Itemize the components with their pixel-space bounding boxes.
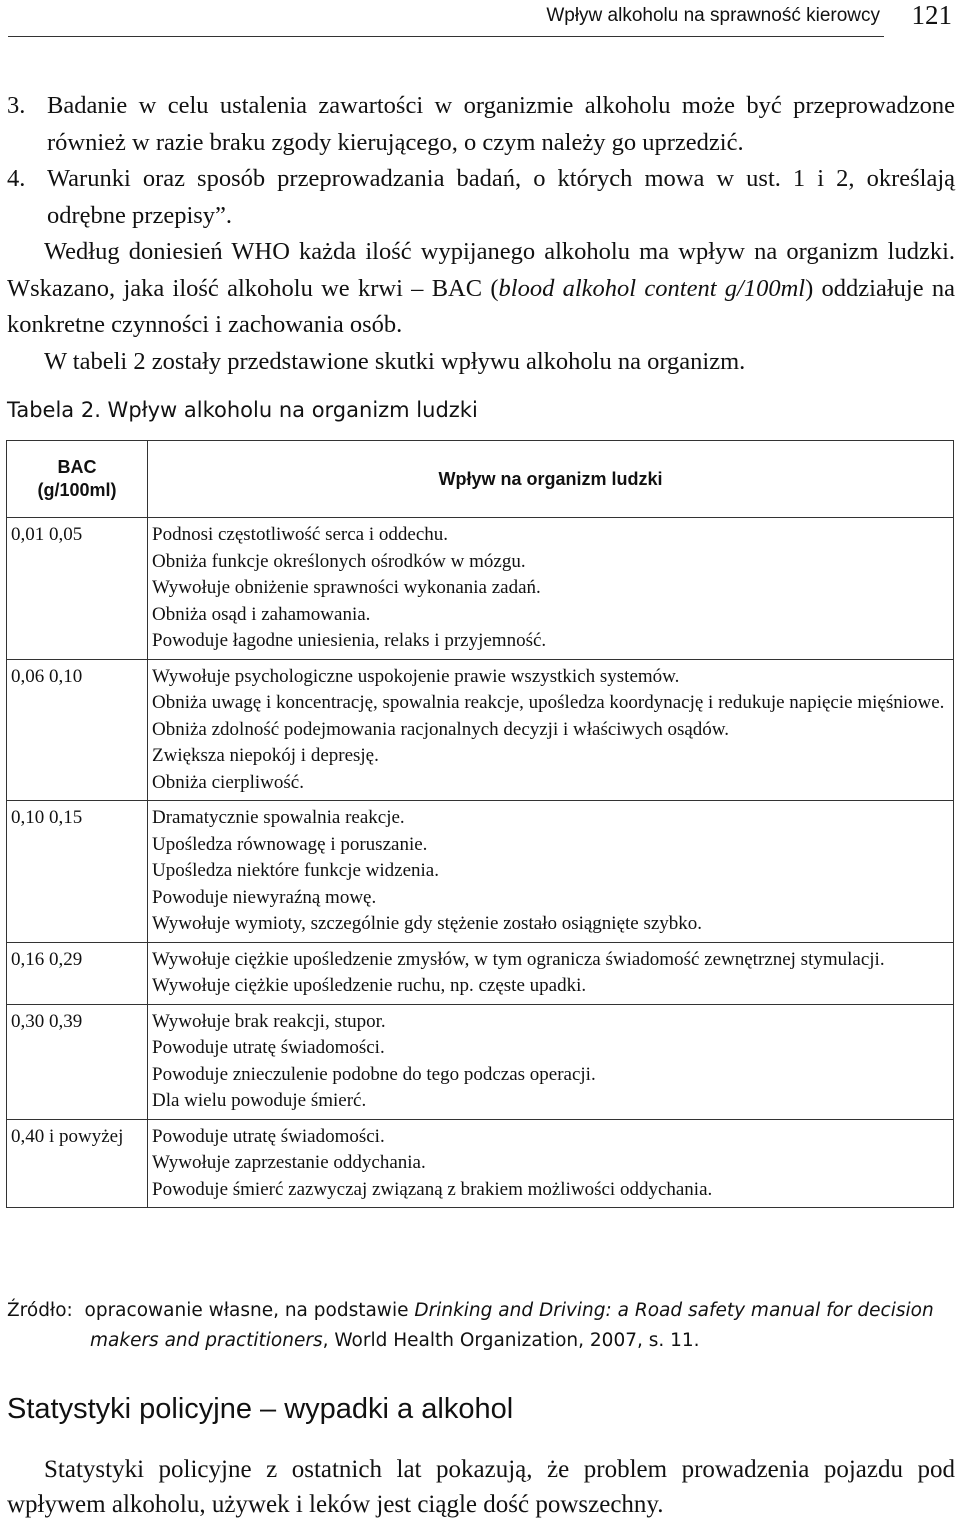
effects-cell (148, 942, 954, 1004)
effect-line: Obniża funkcje określonych ośrodków w mózgu. (152, 550, 526, 572)
list-item (7, 88, 955, 161)
effect-line: Wywołuje ciężkie upośledzenie zmysłów, w tym ogranicza świadomość zewnętrznej stymulacji. (152, 948, 885, 970)
effect-line: Wywołuje obniżenie sprawności wykonania zadań. (152, 577, 541, 598)
effect-line: Podnosi częstotliwość serca i oddechu. (152, 524, 449, 545)
effects-cell (148, 1004, 954, 1119)
table-row (7, 1004, 954, 1119)
section-heading: Statystyki policyjne – wypadki a alkohol (7, 1393, 514, 1425)
effect-line: Upośledza równowagę i poruszanie. (152, 833, 428, 855)
bac-cell: 0,40 i powyżej (7, 1119, 148, 1208)
table-row (7, 659, 954, 801)
list-item (7, 161, 955, 234)
bac-cell: 0,01 0,05 (7, 518, 148, 660)
effect-line: Upośledza niektóre funkcje widzenia. (152, 860, 439, 881)
page-header (0, 0, 960, 40)
effects-table (6, 440, 954, 1208)
source-label: Źródło: (7, 1300, 73, 1321)
effects-cell (148, 659, 954, 801)
effects-cell (148, 801, 954, 943)
table-header-row (7, 441, 954, 518)
effect-line: Obniża cierpliwość. (152, 771, 304, 793)
list-text: Badanie w celu ustalenia zawartości w organizmie alkoholu może być przeprowadzone również w razie braku zgody kierującego, o czym należy go uprzedzić. (47, 92, 955, 156)
paragraph (7, 344, 955, 381)
effect-line: Wywołuje wymioty, szczególnie gdy stężenie zostało osiągnięte szybko. (152, 913, 703, 934)
effect-line: Obniża osąd i zahamowania. (152, 603, 371, 625)
effect-line: Wywołuje ciężkie upośledzenie ruchu, np. częste upadki. (152, 975, 587, 996)
table-body (7, 518, 954, 1208)
paragraph-text: Statystyki policyjne z ostatnich lat pokazują, że problem prowadzenia pojazdu pod wpływem alkoholu, używek i leków jest ciągle dość powszechny. (7, 1456, 955, 1518)
effect-line: Wywołuje zaprzestanie oddychania. (152, 1152, 426, 1173)
effect-line: Powoduje znieczulenie podobne do tego podczas operacji. (152, 1063, 596, 1085)
effect-line: Wywołuje brak reakcji, stupor. (152, 1010, 386, 1032)
list-number: 3. (7, 92, 26, 119)
list-text: Warunki oraz sposób przeprowadzania badań, o których mowa w ust. 1 i 2, określają odrębne przepisy”. (47, 165, 955, 229)
bac-cell: 0,30 0,39 (7, 1004, 148, 1119)
paragraph-text: Według doniesień WHO każda ilość wypijanego alkoholu ma wpływ na organizm ludzki. Wskazano, jaka ilość alkoholu we krwi – BAC ( (7, 238, 955, 302)
list-number: 4. (7, 165, 26, 192)
table-row (7, 518, 954, 660)
source-title: Drinking and Driving: a Road safety manual for decision (414, 1300, 934, 1321)
bac-cell: 0,16 0,29 (7, 942, 148, 1004)
bac-cell: 0,06 0,10 (7, 659, 148, 801)
bac-cell: 0,10 0,15 (7, 801, 148, 943)
table-row (7, 1119, 954, 1208)
paragraph (7, 234, 955, 344)
source-text: , World Health Organization, 2007, s. 11. (322, 1330, 700, 1351)
effects-cell (148, 1119, 954, 1208)
page-number: 121 (911, 0, 952, 30)
effect-line: Zwiększa niepokój i depresję. (152, 745, 379, 766)
running-title: Wpływ alkoholu na sprawność kierowcy (546, 5, 880, 26)
effect-line: Powoduje śmierć zazwyczaj związaną z brakiem możliwości oddychania. (152, 1178, 713, 1200)
paragraph-text: W tabeli 2 zostały przedstawione skutki wpływu alkoholu na organizm. (44, 347, 746, 375)
body-text (7, 88, 955, 380)
effect-line: Powoduje utratę świadomości. (152, 1125, 385, 1147)
effect-line: Dla wielu powoduje śmierć. (152, 1090, 367, 1111)
table-row (7, 942, 954, 1004)
source-title: makers and practitioners (90, 1330, 323, 1351)
effect-line: Obniża zdolność podejmowania racjonalnych decyzji i właściwych osądów. (152, 718, 730, 740)
table-row (7, 801, 954, 943)
column-header-effects: Wpływ na organizm ludzki (148, 441, 954, 518)
paragraph-text: ) oddziałuje na konkretne czynności i zachowania osób. (7, 274, 956, 338)
final-paragraph (7, 1452, 955, 1522)
table-caption: Tabela 2. Wpływ alkoholu na organizm ludzki (7, 398, 478, 422)
header-rule (8, 36, 884, 37)
column-header-bac: BAC (g/100ml) (7, 441, 148, 518)
effect-line: Obniża uwagę i koncentrację, spowalnia reakcje, upośledza koordynację i redukuje napięcie mięśniowe. (152, 692, 945, 713)
source-note (7, 1296, 957, 1356)
effect-line: Powoduje niewyraźną mowę. (152, 886, 377, 908)
effect-line: Dramatycznie spowalnia reakcje. (152, 807, 405, 828)
source-text: opracowanie własne, na podstawie (84, 1300, 409, 1321)
effect-line: Powoduje łagodne uniesienia, relaks i przyjemność. (152, 630, 547, 651)
paragraph-italic: blood alkohol content g/100ml (498, 274, 806, 302)
effect-line: Wywołuje psychologiczne uspokojenie prawie wszystkich systemów. (152, 665, 680, 687)
effect-line: Powoduje utratę świadomości. (152, 1037, 385, 1058)
effects-cell (148, 518, 954, 660)
